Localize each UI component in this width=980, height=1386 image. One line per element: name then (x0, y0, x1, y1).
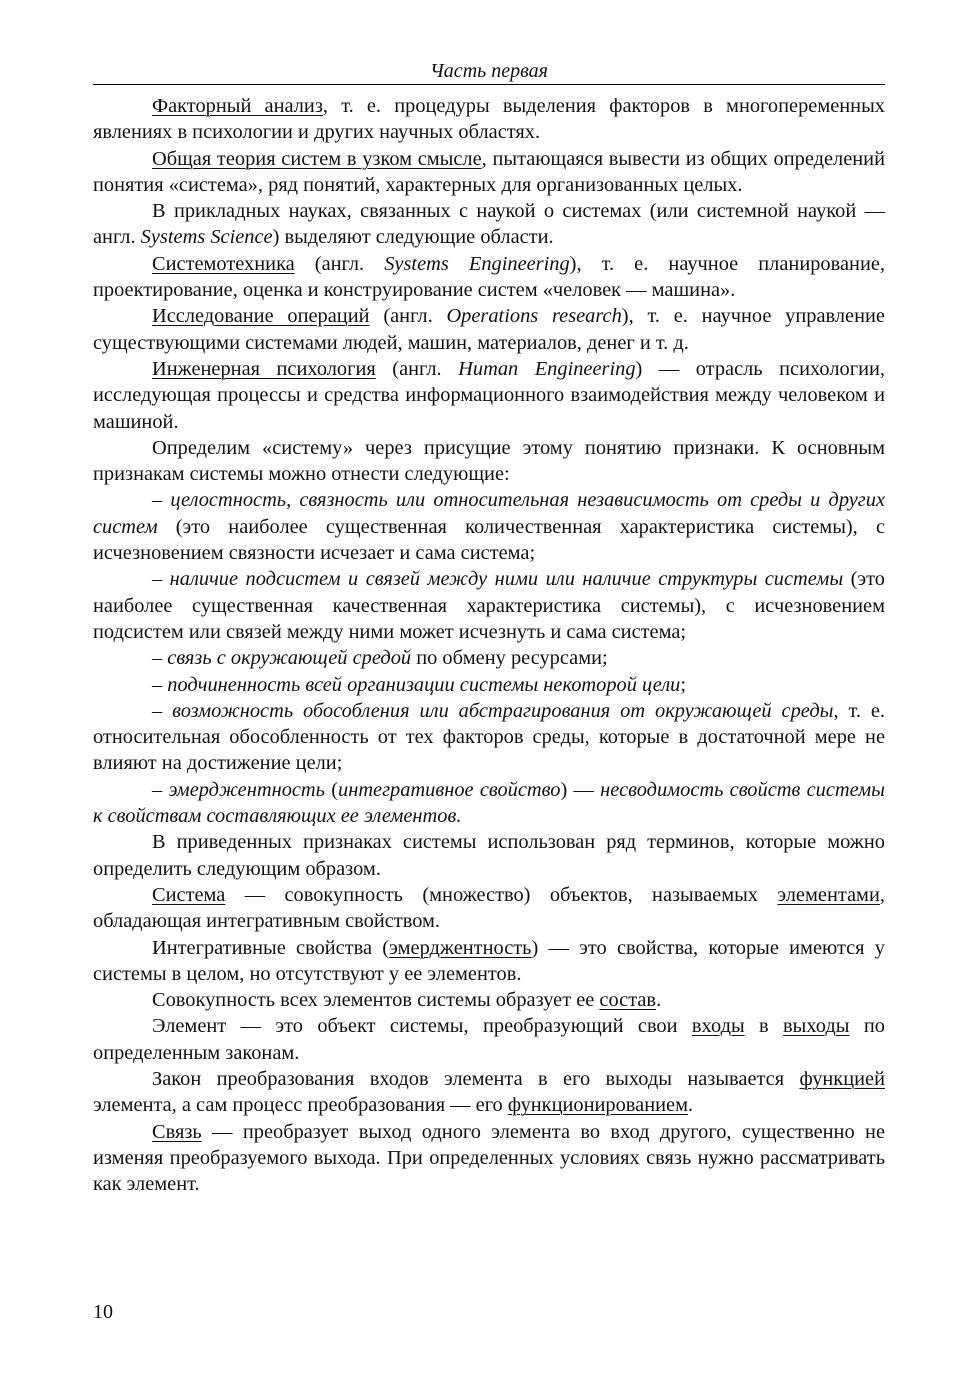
underlined-term: состав (599, 989, 657, 1012)
italic-text: – наличие подсистем и связей между ними или наличие структуры системы (152, 568, 844, 591)
text-run: (англ. (375, 357, 459, 380)
underlined-term: Исследование операций (152, 305, 370, 328)
italic-text: Systems Engineering (384, 252, 570, 275)
text-run: (это наиболее существенная количественная характеристика системы), с исчезновением связности исчезает и сама система; (93, 515, 885, 565)
paragraph (93, 672, 885, 698)
text-run: В приведенных признаках системы использован ряд терминов, которые можно определить следующим образом. (93, 831, 885, 880)
italic-text: интегративное свойство (338, 778, 561, 801)
underlined-term: входы (691, 1015, 745, 1038)
text-run: . (688, 1094, 694, 1117)
text-run: Определим «систему» через присущие этому понятию признаки. К основным признакам системы можно отнести следующие: (93, 436, 885, 486)
underlined-term: функционированием (507, 1094, 688, 1117)
paragraph (93, 987, 885, 1013)
underlined-term: элементами (777, 883, 880, 906)
paragraph (93, 146, 885, 199)
paragraph (93, 198, 885, 251)
italic-text: несводимость свойств системы к свойствам составляющих ее элементов. (93, 778, 885, 828)
underlined-term: функцией (799, 1067, 885, 1090)
page (93, 52, 885, 1197)
underlined-term: эмерджентность (389, 936, 532, 959)
italic-text: – эмерджентность (152, 778, 325, 801)
text-run: ) — (560, 778, 601, 801)
text-run: В прикладных науках, связанных с наукой о системах (или системной наукой — англ. (93, 200, 885, 249)
body-text (93, 93, 885, 1197)
text-run: ( (324, 778, 339, 801)
paragraph (93, 251, 885, 304)
text-run: ; (680, 673, 687, 696)
text-run: элемента, а сам процесс преобразования — его (93, 1094, 508, 1117)
paragraph (93, 356, 885, 435)
paragraph (93, 93, 885, 146)
paragraph (93, 935, 885, 988)
text-run: Интегративные свойства ( (152, 936, 390, 959)
text-run: ), т. е. научное управление существующими системами людей, машин, материалов, денег и т. д. (93, 305, 885, 354)
text-run: — преобразует выход одного элемента во вход другого, существенно не изменяя преобразуемого выхода. При определенных условиях связь нужно рассматривать как элемент. (93, 1120, 885, 1196)
underlined-term: Инженерная психология (152, 357, 376, 380)
running-header: Часть первая (93, 52, 885, 85)
text-run: , т. е. процедуры выделения факторов в многопеременных явлениях в психологии и других научных областях. (93, 95, 885, 144)
paragraph (93, 698, 885, 777)
paragraph (93, 487, 885, 566)
italic-text: Operations research (446, 305, 622, 328)
paragraph (93, 1066, 885, 1119)
text-run: Совокупность всех элементов системы образует ее (152, 989, 600, 1012)
text-run: по обмену ресурсами; (411, 647, 608, 670)
underlined-term: Система (152, 883, 226, 906)
text-run: ) — отрасль психологии, исследующая процессы и средства информационного взаимодействия между человеком и машиной. (93, 357, 885, 433)
italic-text: – возможность обособления или абстрагирования от окружающей среды (152, 699, 834, 722)
paragraph (93, 303, 885, 356)
paragraph (93, 1119, 885, 1198)
paragraph (93, 566, 885, 645)
text-run: — совокупность (множество) объектов, называемых (225, 883, 778, 906)
text-run: (это наиболее существенная качественная характеристика системы), с исчезновением подсистем или связей между ними может исчезнуть и сама система; (93, 568, 886, 643)
paragraph (93, 882, 885, 935)
text-run: в (744, 1015, 784, 1038)
text-run: ), т. е. научное планирование, проектирование, оценка и конструирование систем «человек — машина». (93, 252, 886, 302)
text-run: , обладающая интегративным свойством. (93, 883, 885, 933)
underlined-term: Общая теория систем в узком смысле (152, 147, 482, 170)
italic-text: – связь с окружающей средой (152, 647, 412, 670)
text-run: ) — это свойства, которые имеются у системы в целом, но отсутствуют у ее элементов. (93, 936, 885, 985)
text-run: (англ. (369, 305, 447, 328)
italic-text: Systems Science (140, 226, 273, 249)
paragraph (93, 829, 885, 882)
text-run: (англ. (294, 252, 385, 275)
text-run: Закон преобразования входов элемента в его выходы называется (152, 1067, 800, 1090)
text-run: . (656, 989, 662, 1012)
underlined-term: Факторный анализ (152, 95, 323, 117)
paragraph (93, 1013, 885, 1066)
text-run: Элемент — это объект системы, преобразующий свои (152, 1015, 692, 1038)
paragraph (93, 777, 885, 830)
text-run: , пытающаяся вывести из общих определений понятия «система», ряд понятий, характерных для организованных целых. (93, 147, 885, 196)
underlined-term: Связь (152, 1120, 202, 1143)
italic-text: Human Engineering (458, 357, 636, 380)
page-number: 10 (93, 1301, 113, 1323)
underlined-term: Системотехника (152, 252, 295, 275)
paragraph (93, 435, 885, 488)
text-run: по определенным законам. (93, 1015, 885, 1064)
paragraph (93, 645, 885, 671)
italic-text: – подчиненность всей организации системы некоторой цели (152, 673, 681, 696)
italic-text: – целостность, связность или относительная независимость от среды и других систем (93, 489, 885, 538)
underlined-term: выходы (783, 1015, 850, 1038)
text-run: , т. е. относительная обособленность от тех факторов среды, которые в достаточной мере не влияют на достижение цели; (93, 699, 885, 775)
text-run: ) выделяют следующие области. (272, 226, 554, 249)
